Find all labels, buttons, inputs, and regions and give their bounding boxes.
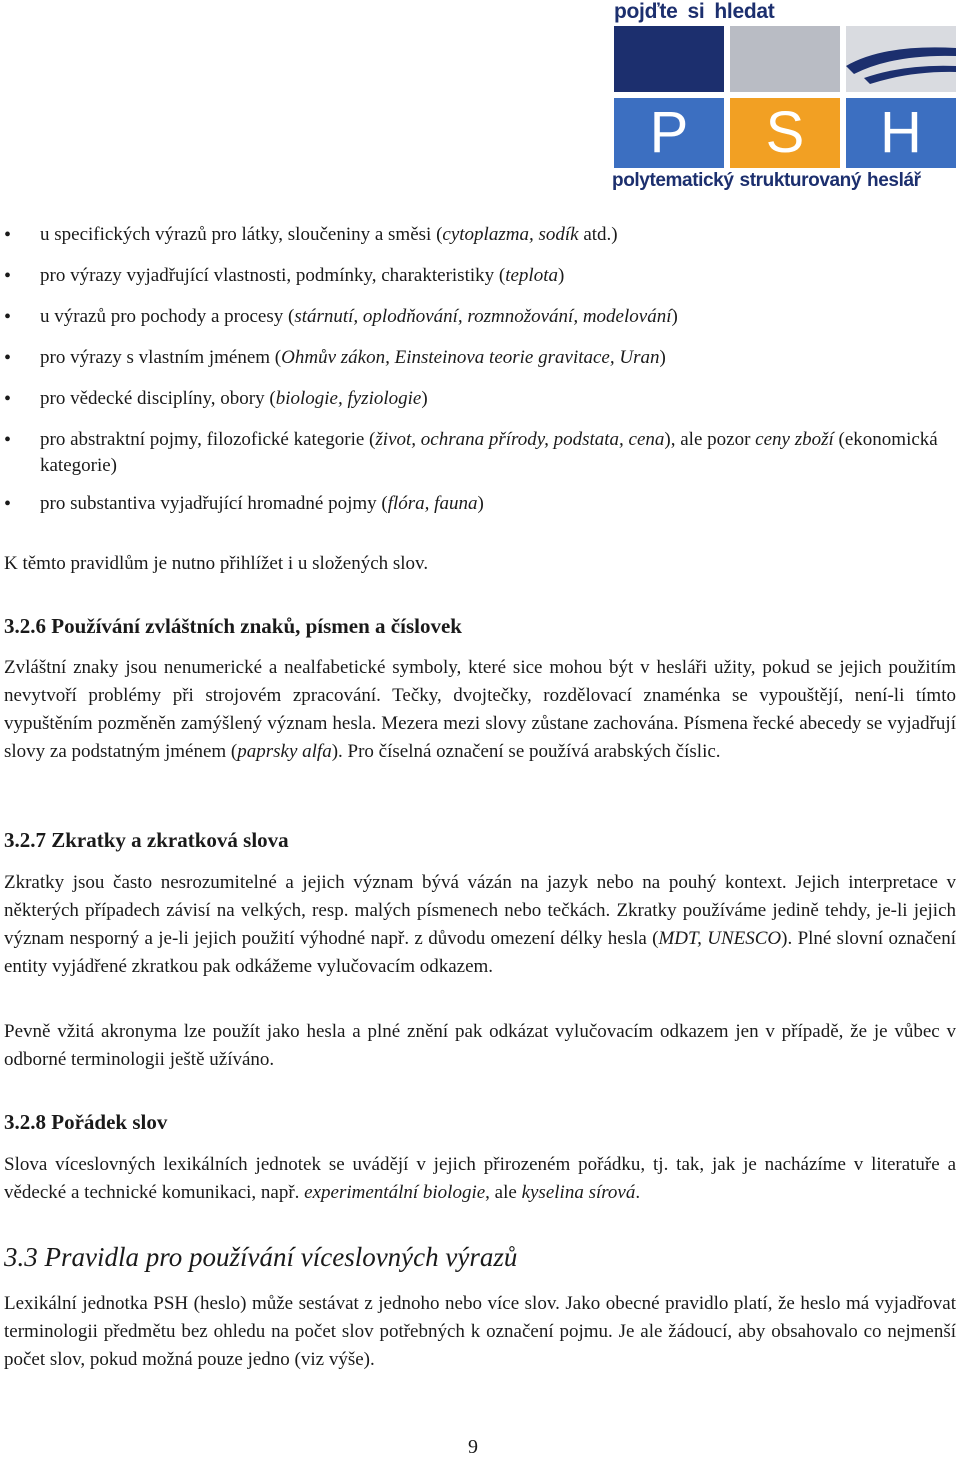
logo-grid-image — [614, 26, 956, 168]
logo-letter-h: H — [880, 100, 922, 165]
list-item: • pro výrazy vyjadřující vlastnosti, podmínky, charakteristiky (teplota) — [0, 263, 960, 289]
section-3-2-8-paragraph: Slova víceslovných lexikálních jednotek se uvádějí v jejich přirozeném pořádku, tj. tak, jak je nacházíme v literatuře a vědecké a technické komunikaci, např. experimentální biologie, ale kyselina sírová. — [4, 1154, 956, 1203]
list-item: • u výrazů pro pochody a procesy (stárnutí, oplodňování, rozmnožování, modelování) — [0, 304, 960, 330]
rules-bullet-list — [0, 222, 960, 532]
section-3-2-7-paragraph-1: Zkratky jsou často nesrozumitelné a jejich význam bývá vázán na jazyk nebo na pouhý kontext. Jejich interpretace v některých případech závisí na velkých, resp. malých písmenech nebo tečkách. Zkratky používáme jedině tehdy, je-li jejich význam nesporný a je-li jejich použití výhodné např. z důvodu omezení délky hesla (MDT, UNESCO). Plné slovní označení entity vyjádřené zkratkou pak odkážeme vylučovacím odkazem. — [4, 872, 956, 977]
section-heading-3-2-6: 3.2.6 Používání zvláštních znaků, písmen a číslovek — [4, 614, 462, 638]
section-3-2-7-paragraph-2: Pevně vžitá akronyma lze použít jako hesla a plné znění pak odkázat vylučovacím odkazem jen v případě, že je vůbec v odborné terminologii ještě užíváno. — [4, 1021, 956, 1070]
section-heading-3-2-7: 3.2.7 Zkratky a zkratková slova — [4, 828, 289, 852]
logo-letter-s: S — [765, 100, 805, 165]
section-3-3-paragraph: Lexikální jednotka PSH (heslo) může sestávat z jednoho nebo více slov. Jako obecné pravidlo platí, že heslo má vyjadřovat terminologii předmětu bez ohledu na počet slov potřebných k označení pojmu. Je ale žádoucí, aby obsahovalo co nejmenší počet slov, pokud možná pouze jedno (viz výše). — [4, 1293, 956, 1370]
list-item: • pro abstraktní pojmy, filozofické kategorie (život, ochrana přírody, podstata, cena), ale pozor ceny zboží (ekonomická kategorie) — [0, 427, 960, 479]
list-item: • pro výrazy s vlastním jménem (Ohmův zákon, Einsteinova teorie gravitace, Uran) — [0, 345, 960, 371]
list-item: • pro vědecké disciplíny, obory (biologie, fyziologie) — [0, 386, 960, 412]
logo-subtitle: polytematický strukturovaný heslář — [612, 170, 921, 191]
logo-letter-p: P — [649, 100, 689, 165]
list-item: • u specifických výrazů pro látky, sloučeniny a směsi (cytoplazma, sodík atd.) — [0, 222, 960, 248]
section-3-2-6-paragraph: Zvláštní znaky jsou nenumerické a nealfabetické symboly, které sice mohou být v hesláři užity, pokud se jejich použitím nevytvoří problémy při strojovém zpracování. Tečky, dvojtečky, rozdělovací znaménka se vypouštějí, není-li tímto vypuštěním pozměněn zamýšlený význam hesla. Mezera mezi slovy zůstane zachována. Písmena řecké abecedy se vyjadřují slovy za podstatným jménem (paprsky alfa). Pro číselná označení se používá arabských číslic. — [4, 657, 956, 762]
rule-note: K těmto pravidlům je nutno přihlížet i u složených slov. — [4, 553, 429, 574]
page-number: 9 — [468, 1436, 478, 1458]
psh-logo — [610, 0, 956, 196]
section-heading-3-2-8: 3.2.8 Pořádek slov — [4, 1110, 168, 1134]
list-item: • pro substantiva vyjadřující hromadné pojmy (flóra, fauna) — [0, 491, 960, 517]
logo-tagline: pojďte si hledat — [614, 0, 775, 23]
section-heading-3-3: 3.3 Pravidla pro používání víceslovných výrazů — [4, 1242, 518, 1272]
